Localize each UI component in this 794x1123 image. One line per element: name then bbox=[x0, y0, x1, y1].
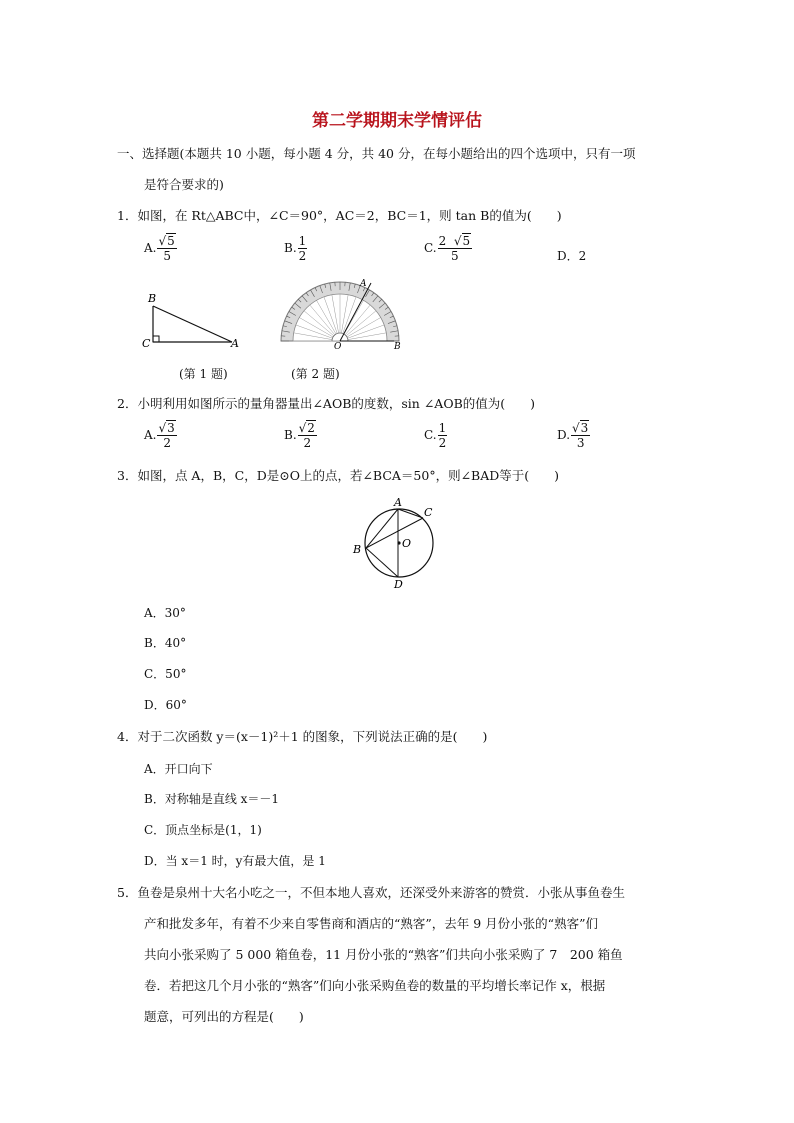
chord-ac bbox=[398, 509, 423, 518]
q1-option-a: A. $\frac{√5}{5}$ bbox=[144, 234, 175, 263]
q3-option-d: D．60° bbox=[144, 698, 187, 712]
q4-option-b: B．对称轴是直线 x＝－1 bbox=[144, 792, 280, 806]
label-b: B bbox=[353, 543, 362, 556]
q1-option-b: B. $\frac{1}{2}$ bbox=[284, 234, 307, 263]
q2-protractor-figure bbox=[276, 275, 406, 351]
q4-option-d: D．当 x＝1 时，y有最大值，是 1 bbox=[144, 854, 326, 868]
q3-option-c: C．50° bbox=[144, 667, 187, 681]
q5-line-4: 卷．若把这几个月小张的“熟客”们向小张采购鱼卷的数量的平均增长率记作 x，根据 bbox=[144, 978, 606, 993]
q1-option-c: C. $\frac{2 √5}{5}$ bbox=[424, 234, 471, 263]
label-o: O bbox=[334, 342, 342, 351]
label-c: C bbox=[142, 337, 151, 350]
q2-option-b: B. $\frac{√2}{2}$ bbox=[284, 421, 315, 450]
q5-line-5: 题意，可列出的方程是( ) bbox=[144, 1009, 304, 1024]
q5-line-3: 共向小张采购了 5 000 箱鱼卷，11 月份小张的“熟客”们共向小张采购了 7 200 箱鱼 bbox=[144, 947, 623, 962]
section-header-line2: 是符合要求的) bbox=[144, 177, 224, 192]
label-b: B bbox=[394, 342, 401, 351]
q5-line-2: 产和批发多年，有着不少来自零售商和酒店的“熟客”，去年 9 月份小张的“熟客”们 bbox=[144, 916, 598, 931]
label-a: A bbox=[231, 337, 239, 350]
q1-triangle-figure bbox=[140, 288, 250, 350]
q3-option-a: A．30° bbox=[144, 606, 186, 620]
label-b: B bbox=[148, 292, 157, 305]
label-a: A bbox=[394, 496, 402, 509]
segment-ab bbox=[153, 306, 232, 342]
right-angle-mark bbox=[153, 336, 159, 342]
chord-ba bbox=[366, 509, 398, 548]
q2-caption: (第 2 题) bbox=[291, 367, 340, 381]
page-title: 第二学期期末学情评估 bbox=[312, 111, 482, 131]
q1-stem: 1．如图，在 Rt△ABC中，∠C＝90°，AC＝2，BC＝1，则 tan B的值为( ) bbox=[117, 208, 562, 223]
q2-option-a: A. $\frac{√3}{2}$ bbox=[144, 421, 175, 450]
chord-bc bbox=[366, 518, 423, 548]
label-o: O bbox=[402, 537, 412, 550]
q3-circle-figure bbox=[348, 496, 448, 592]
q3-option-b: B．40° bbox=[144, 636, 187, 650]
q1-caption: (第 1 题) bbox=[179, 367, 228, 381]
q4-stem: 4．对于二次函数 y＝(x－1)²＋1 的图象，下列说法正确的是( ) bbox=[117, 729, 488, 744]
section-header-line1: 一、选择题(本题共 10 小题，每小题 4 分，共 40 分，在每小题给出的四个选项中，只有一项 bbox=[117, 146, 636, 161]
q1-option-d: D．2 bbox=[557, 249, 587, 263]
q3-stem: 3．如图，点 A，B，C，D是⊙O上的点，若∠BCA＝50°，则∠BAD等于( ) bbox=[117, 468, 560, 483]
label-c: C bbox=[424, 506, 433, 519]
q2-option-c: C. $\frac{1}{2}$ bbox=[424, 421, 447, 450]
center-point bbox=[397, 541, 400, 544]
protractor bbox=[281, 282, 399, 341]
q5-line-1: 5．鱼卷是泉州十大名小吃之一，不但本地人喜欢，还深受外来游客的赞赏．小张从事鱼卷生 bbox=[117, 885, 625, 900]
q4-option-c: C．顶点坐标是(1，1) bbox=[144, 823, 262, 837]
q2-option-d: D. $\frac{√3}{3}$ bbox=[557, 421, 589, 450]
q4-option-a: A．开口向下 bbox=[144, 762, 213, 776]
label-a: A bbox=[360, 279, 367, 289]
label-d: D bbox=[394, 578, 403, 591]
q2-stem: 2．小明利用如图所示的量角器量出∠AOB的度数，sin ∠AOB的值为( ) bbox=[117, 396, 536, 411]
